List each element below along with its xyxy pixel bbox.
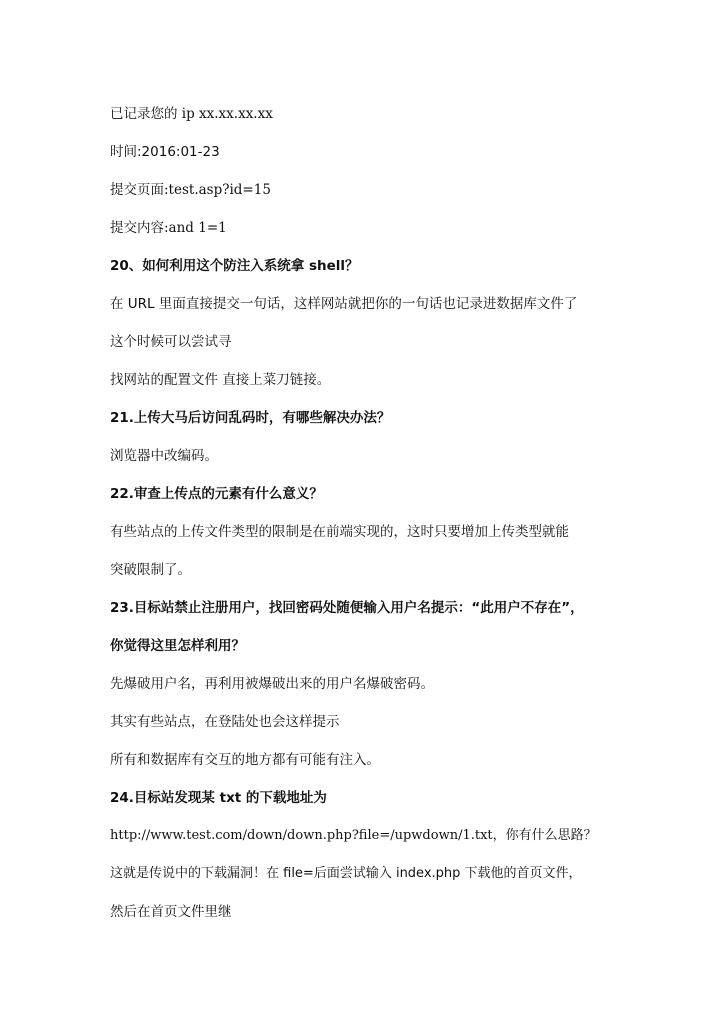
log-time-line: 时间:2016:01-23 <box>110 144 220 160</box>
question-22-heading: 22.审查上传点的元素有什么意义？ <box>110 486 323 502</box>
answer-21-line-1: 浏览器中改编码。 <box>110 448 218 464</box>
log-page-line: 提交页面:test.asp?id=15 <box>110 182 271 198</box>
question-23-heading-line-2: 你觉得这里怎样利用？ <box>110 638 245 654</box>
answer-24-line-2: 然后在首页文件里继 <box>110 904 232 920</box>
question-24-url-line: http://www.test.com/down/down.php?file=/upwdown/1.txt，你有什么思路？ <box>110 828 597 843</box>
answer-22-line-2: 突破限制了。 <box>110 562 191 578</box>
question-24-heading: 24.目标站发现某 txt 的下载地址为 <box>110 790 327 806</box>
answer-23-line-2: 其实有些站点，在登陆处也会这样提示 <box>110 714 340 730</box>
answer-24-line-1: 这就是传说中的下载漏洞！在 file=后面尝试输入 index.php 下载他的首页文件， <box>110 866 582 881</box>
question-21-heading: 21.上传大马后访问乱码时，有哪些解决办法？ <box>110 410 391 426</box>
answer-20-line-1: 在 URL 里面直接提交一句话，这样网站就把你的一句话也记录进数据库文件了 <box>110 296 578 312</box>
answer-20-line-2: 这个时候可以尝试寻 <box>110 334 232 350</box>
question-20-heading: 20、如何利用这个防注入系统拿 shell？ <box>110 258 359 274</box>
answer-22-line-1: 有些站点的上传文件类型的限制是在前端实现的，这时只要增加上传类型就能 <box>110 524 569 540</box>
answer-20-line-3: 找网站的配置文件 直接上菜刀链接。 <box>110 372 331 388</box>
answer-23-line-3: 所有和数据库有交互的地方都有可能有注入。 <box>110 752 380 768</box>
log-ip-line: 已记录您的 ip xx.xx.xx.xx <box>110 106 273 122</box>
answer-23-line-1: 先爆破用户名，再利用被爆破出来的用户名爆破密码。 <box>110 676 434 692</box>
question-23-heading-line-1: 23.目标站禁止注册用户，找回密码处随便输入用户名提示：“此用户不存在”， <box>110 600 584 616</box>
log-content-line: 提交内容:and 1=1 <box>110 220 227 236</box>
